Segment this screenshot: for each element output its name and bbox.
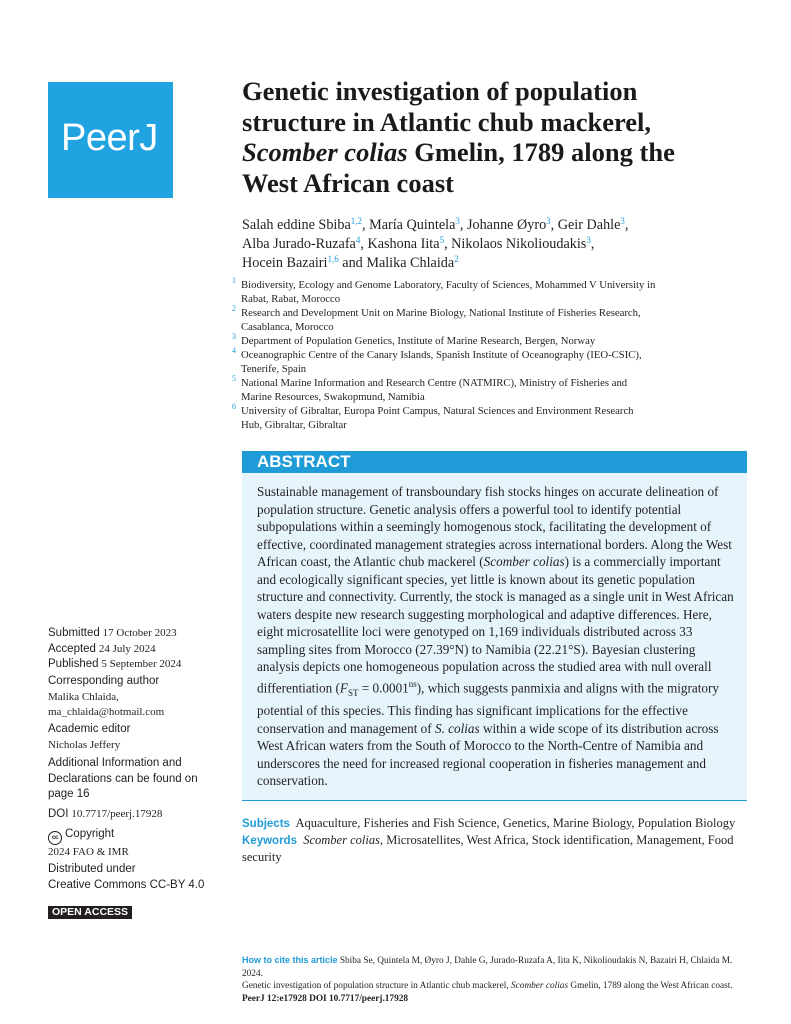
- author: Alba Jurado-Ruzafa: [242, 236, 356, 252]
- abstract-box: [242, 451, 747, 800]
- creative-commons-icon: cc: [48, 831, 62, 845]
- license-link[interactable]: Creative Commons CC-BY 4.0: [48, 878, 205, 891]
- doi-block: DOI 10.7717/peerj.17928: [48, 808, 163, 820]
- corresponding-email[interactable]: ma_chlaida@hotmail.com: [48, 706, 165, 718]
- author: Malika Chlaida: [366, 255, 455, 271]
- article-title: Genetic investigation of population structure in Atlantic chub mackerel, Scomber colias Gmelin, 1789 along the West African coast: [242, 76, 675, 198]
- abstract-text: Sustainable management of transboundary fish stocks hinges on accurate delineation of population structure. Genetic analysis offers a powerful tool to identify potential subpopulations within a seemingly homogenous stock, facilitating the development of effective, coordinated management strategies across international borders. Along the West African coast, the Atlantic chub mackerel (Scomber colias) is a commercially important and ecologically significant species, yet little is known about its genetic population structure and connectivity. Currently, the stock is managed as a single unit in West African waters despite new research suggesting morphological and adaptive differences. Here, eight microsatellite loci were genotyped on 1,169 individuals distributed across 33 sampling sites from Morocco (27.39°N) to Namibia (22.21°S). Bayesian clustering analysis depicts one homogeneous population across the studied area with null overall differentiation $(F_{ST} = 0.0001^{ns})$, which suggests panmixia and aligns with the migratory potential of this species. This finding has significant implications for the effective conservation and management of S. colias within a wide scope of its distribution across West African waters from the South of Morocco to the North-Centre of Namibia and underscores the need for increased regional cooperation in fisheries management and conservation.: [257, 484, 734, 789]
- author: Nikolaos Nikolioudakis: [451, 236, 587, 252]
- author: Johanne Øyro: [466, 217, 547, 233]
- author: Salah eddine Sbiba: [242, 217, 351, 233]
- keywords-line: Keywords Scomber colias, Microsatellites, West Africa, Stock identification, Management, Food security: [242, 833, 734, 864]
- subjects-text: Aquaculture, Fisheries and Fish Science, Genetics, Marine Biology, Population Biology: [295, 816, 736, 830]
- keywords-label: Keywords: [242, 835, 297, 847]
- open-access-badge: OPEN ACCESS: [48, 906, 132, 919]
- additional-info-block: Additional Information and Declarations can be found on page 16: [48, 757, 198, 800]
- author-list: Salah eddine Sbiba$^{1,2}$, María Quintela$^3$, Johanne Øyro$^3$, Geir Dahle$^3$, Alba Jurado-Ruzafa$^4$, Kashona Iita$^5$, Nikolaos Nikolioudakis$^3$, Hocein Bazairi$^{1,6}$ and Malika Chlaida$^2$: [242, 216, 629, 271]
- subjects-line: [242, 815, 747, 832]
- keywords-text: , Microsatellites, West Africa, Stock identification, Management, Food security: [242, 833, 734, 864]
- doi-link[interactable]: 10.7717/peerj.17928: [71, 808, 163, 820]
- citation-label: How to cite this article: [242, 955, 338, 965]
- affiliation: 5 National Marine Information and Research Centre (NATMIRC), Ministry of Fisheries and Marine Resources, Swakopmund, Namibia: [232, 374, 628, 403]
- author: María Quintela: [369, 217, 456, 233]
- dates-block: Submitted 17 October 2023 Accepted 24 July 2024 Published 5 September 2024: [48, 627, 182, 670]
- affiliation: 4 Oceanographic Centre of the Canary Islands, Spanish Institute of Oceanography (IEO-CSIC), Tenerife, Spain: [232, 346, 642, 375]
- academic-editor-block: Academic editor Nicholas Jeffery: [48, 723, 131, 751]
- affiliation-list: [232, 278, 742, 432]
- corresponding-author-block: Corresponding author Malika Chlaida, ma_chlaida@hotmail.com: [48, 674, 233, 721]
- abstract-divider: [242, 800, 747, 801]
- author: Kashona Iita: [367, 236, 440, 252]
- subjects-label: Subjects: [242, 818, 290, 830]
- affiliation: 6 University of Gibraltar, Europa Point Campus, Natural Sciences and Environment Research Hub, Gibraltar, Gibraltar: [232, 402, 634, 431]
- affiliation: 1 Biodiversity, Ecology and Genome Laboratory, Faculty of Sciences, Mohammed V University in Rabat, Rabat, Morocco: [232, 276, 656, 305]
- copyright-block: cc Copyright 2024 FAO & IMR: [48, 828, 129, 858]
- citation-block: How to cite this article Sbiba Se, Quintela M, Øyro J, Dahle G, Jurado-Ruzafa A, Iita K, Nikolioudakis N, Bazairi H, Chlaida M. 2024. Genetic investigation of population structure in Atlantic chub mackerel, Scomber colias Gmelin, 1789 along the West African coast. PeerJ 12:e17928 DOI 10.7717/peerj.17928: [242, 955, 733, 1004]
- citation-doi[interactable]: PeerJ 12:e17928 DOI 10.7717/peerj.17928: [242, 993, 409, 1004]
- author: Geir Dahle: [557, 217, 621, 233]
- affiliation: 3 Department of Population Genetics, Institute of Marine Research, Bergen, Norway: [232, 332, 596, 347]
- author: Hocein Bazairi: [242, 255, 328, 271]
- abstract-heading: ABSTRACT: [242, 451, 747, 473]
- logo-text: PeerJ: [61, 117, 158, 159]
- peerj-logo: [48, 82, 173, 198]
- license-block: Distributed under Creative Commons CC-BY 4.0: [48, 862, 233, 893]
- affiliation: 2 Research and Development Unit on Marine Biology, National Institute of Fisheries Research, Casablanca, Morocco: [232, 304, 641, 333]
